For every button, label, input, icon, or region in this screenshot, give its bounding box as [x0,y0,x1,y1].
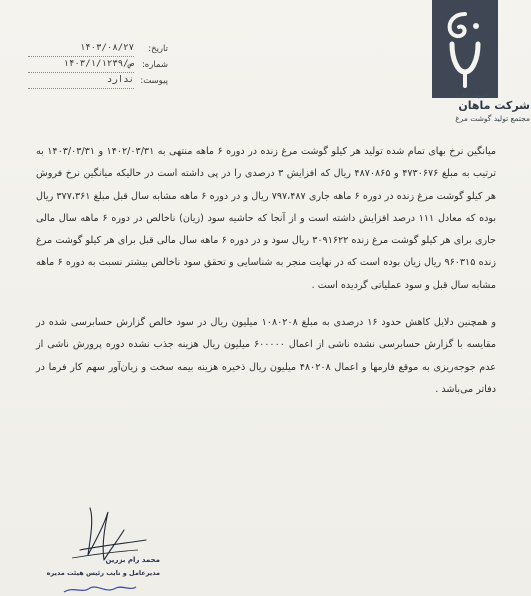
number-label: شماره: [141,60,168,70]
signer-name: محمد رام بزرین [105,556,160,564]
company-subtitle: مجتمع تولید گوشت مرغ [455,114,530,123]
date-value: ۱۴۰۳/۰۸/۲۷ [79,43,134,53]
company-logo [432,0,498,98]
company-type: ( سهامی عام ) [456,93,488,99]
paragraph-2: و همچنین دلایل کاهش حدود ۱۶ درصدی به مبلغ ۱۰۸۰۲۰۸ میلیون ریال در سود خالص گزارش حسابرسی شده در مقایسه با گزارش حسابرسی نشده ناشی از اعمال ۶۰۰۰۰۰ میلیون ریال هزینه جذب نشده دوره پرورش ناشی از عدم جوجه‌ریزی به موقع فارمها و اعمال ۴۸۰۲۰۸ میلیون ریال ذخیره هزینه بیمه سخت و زیان‌آور سهم کار فرما در دفاتر می‌باشد . [36,317,497,395]
date-underline [28,56,134,57]
number-underline [28,72,134,73]
paragraph-1: میانگین نرخ بهای تمام شده تولید هر کیلو گوشت مرغ زنده در دوره ۶ ماهه منتهی به ۱۴۰۲/۰۳/۳۱ و ۱۴۰۳/۰۳/۳۱ به ترتیب به مبلغ ۴۷۳۰۶۷۶ و ۴۸۷۰۸۶۵ ریال که افزایش ۳ درصدی را در پی داشته است در حالیکه میانگین نرخ فروش هر کیلو گوشت مرغ زنده در دوره ۶ ماهه جاری ۷۹۷،۴۸۷ ریال و در دوره ۶ ماهه مشابه سال قبل مبلغ ۳۷۷،۳۶۱ ریال بوده که معادل ۱۱۱ درصد افزایش داشته است و از آنجا که حاشیه سود (زیان) ناخالص در دوره ۶ ماهه سال مالی جاری برای هر کیلو گوشت مرغ زنده ۳۰۹۱۶۲۲ ریال سود و در دوره ۶ ماهه سال مالی قبل برای هر کیلو گوشت مرغ زنده ۹۶۰۳۱۵ ریال زیان بوده است که در نهایت منجر به شناسایی و تحقق سود ناخالص بیشتر نسبت به دوره ۶ ماهه مشابه سال قبل و سود عملیاتی گردیده است . [36,146,497,291]
company-name: شرکت ماهان [458,99,530,112]
logo-mark-icon [432,0,498,98]
number-value: ۱۴۰۳/ص/۱/۱۲۳۹ [63,59,134,69]
date-label: تاریخ: [148,44,168,54]
letter-meta [28,44,168,92]
attachment-value: ندارد [106,75,134,85]
ink-scribble [60,582,140,596]
date-row [28,44,168,60]
signer-title: مدیرعامل و نایب رئیس هیئت مدیره [46,569,160,577]
letter-body [36,141,496,401]
attachment-label: پیوست: [140,76,168,86]
attachment-row [28,76,168,92]
attachment-underline [28,88,134,89]
number-row [28,60,168,76]
